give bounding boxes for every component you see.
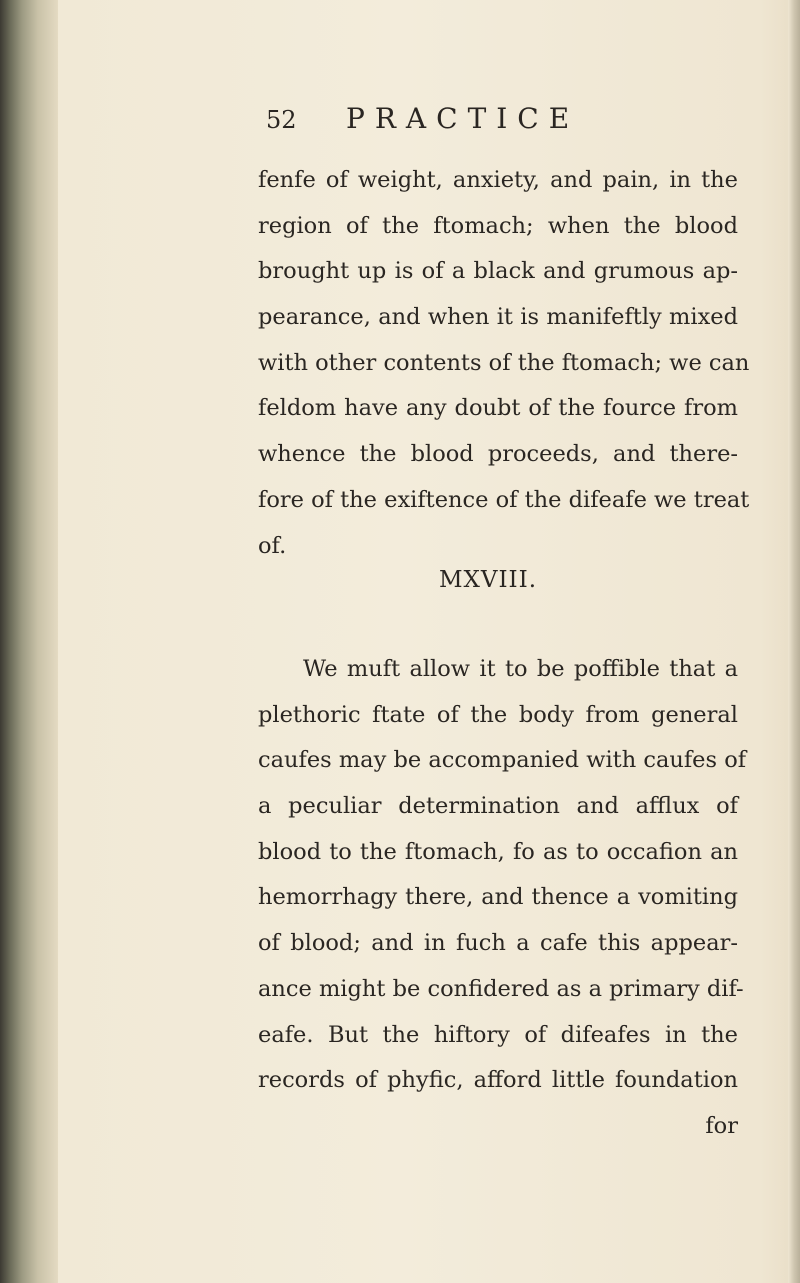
section-heading bbox=[0, 567, 800, 593]
text-line: caufes may be accompanied with caufes of bbox=[258, 747, 747, 774]
text-line: plethoric ftate of the body from general bbox=[258, 701, 738, 728]
paragraph-2 bbox=[258, 647, 747, 1150]
text-line: of blood; and in fuch a cafe this appear- bbox=[258, 930, 738, 957]
running-head: PRACTICE bbox=[346, 102, 580, 135]
section-number: MXVIII. bbox=[438, 567, 538, 593]
catchword: for bbox=[705, 1112, 738, 1139]
text-line: brought up is of a black and grumous ap- bbox=[258, 258, 738, 285]
text-line: whence the blood proceeds, and there- bbox=[258, 441, 738, 468]
text-line: We muft allow it to be poffible that a bbox=[303, 656, 738, 682]
text-line: fenfe of weight, anxiety, and pain, in the bbox=[258, 167, 738, 193]
page-number: 52 bbox=[266, 106, 297, 134]
text-line: blood to the ftomach, fo as to occafion an bbox=[258, 838, 738, 865]
paragraph-1 bbox=[258, 158, 750, 569]
text-line: pearance, and when it is manifeftly mixed bbox=[258, 304, 738, 331]
text-line: records of phyfic, afford little foundation bbox=[258, 1067, 738, 1094]
page-right-edge bbox=[788, 0, 800, 1283]
text-line: feldom have any doubt of the fource from bbox=[258, 395, 738, 422]
text-line: a peculiar determination and afflux of bbox=[258, 793, 738, 820]
text-line: hemorrhagy there, and thence a vomiting bbox=[258, 884, 738, 911]
text-line: region of the ftomach; when the blood bbox=[258, 212, 738, 239]
text-line: with other contents of the ftomach; we can bbox=[258, 349, 750, 376]
text-line: fore of the exiftence of the difeafe we treat bbox=[258, 486, 750, 513]
book-binding-edge bbox=[0, 0, 58, 1283]
page-header bbox=[0, 102, 800, 142]
text-line: eafe. But the hiftory of difeafes in the bbox=[258, 1021, 738, 1048]
text-line: of. bbox=[258, 532, 287, 559]
text-line: ance might be confidered as a primary dif- bbox=[258, 975, 744, 1002]
